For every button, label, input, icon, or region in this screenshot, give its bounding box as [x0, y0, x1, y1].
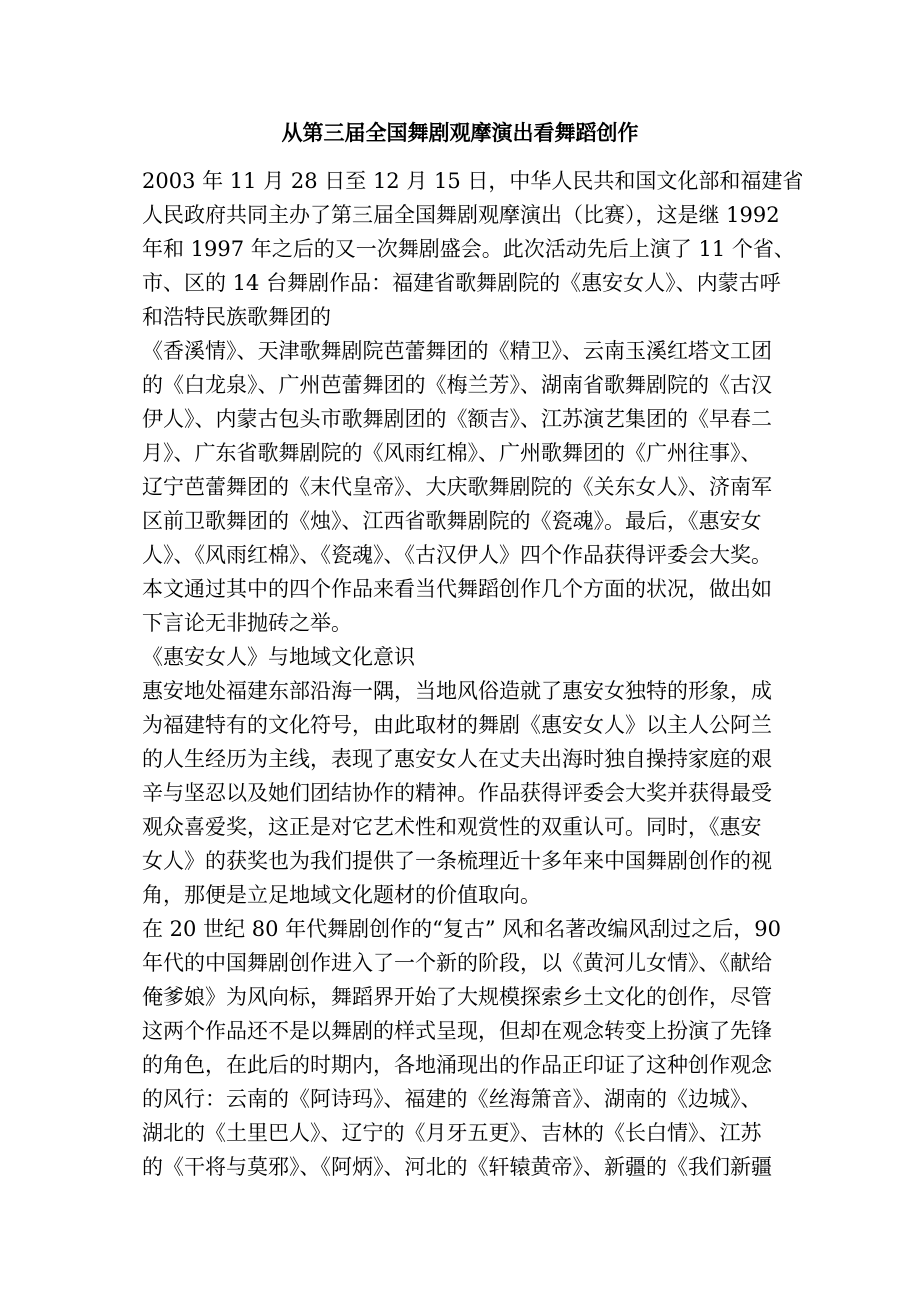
paragraph-line: 人民政府共同主办了第三届全国舞剧观摩演出（比赛），这是继 1992: [142, 203, 780, 227]
paragraph-line: 年和 1997 年之后的又一次舞剧盛会。此次活动先后上演了 11 个省、: [142, 237, 795, 261]
paragraph-line: 观众喜爱奖，这正是对它艺术性和观赏性的双重认可。同时，《惠安: [142, 815, 762, 839]
document-title: 从第三届全国舞剧观摩演出看舞蹈创作: [281, 120, 639, 145]
paragraph-line: 俺爹娘》为风向标，舞蹈界开始了大规模探索乡土文化的创作，尽管: [142, 985, 772, 1009]
paragraph-line: 区前卫歌舞团的《烛》、江西省歌舞剧院的《瓷魂》。最后，《惠安女: [142, 509, 762, 533]
paragraph-line: 和浩特民族歌舞团的: [142, 305, 331, 329]
paragraph-line: 惠安地处福建东部沿海一隅，当地风俗造就了惠安女独特的形象，成: [142, 679, 772, 703]
paragraph-line: 角，那便是立足地域文化题材的价值取向。: [142, 883, 541, 907]
paragraph-line: 人》、《风雨红棉》、《瓷魂》、《古汉伊人》四个作品获得评委会大奖。: [142, 543, 772, 567]
paragraph-line: 2003 年 11 月 28 日至 12 月 15 日，中华人民共和国文化部和福建省: [142, 169, 804, 193]
paragraph-line: 本文通过其中的四个作品来看当代舞蹈创作几个方面的状况，做出如: [142, 577, 772, 601]
paragraph-line: 女人》的获奖也为我们提供了一条梳理近十多年来中国舞剧创作的视: [142, 849, 772, 873]
paragraph-line: 这两个作品还不是以舞剧的样式呈现，但却在观念转变上扮演了先锋: [142, 1019, 772, 1043]
section-heading: 《惠安女人》与地域文化意识: [142, 645, 415, 669]
paragraph-line: 市、区的 14 台舞剧作品：福建省歌舞剧院的《惠安女人》、内蒙古呼: [142, 271, 781, 295]
paragraph-line: 辛与坚忍以及她们团结协作的精神。作品获得评委会大奖并获得最受: [142, 781, 772, 805]
paragraph-line: 在 20 世纪 80 年代舞剧创作的“复古” 风和名著改编风刮过之后，90: [142, 917, 782, 941]
paragraph-line: 为福建特有的文化符号，由此取材的舞剧《惠安女人》以主人公阿兰: [142, 713, 772, 737]
paragraph-line: 辽宁芭蕾舞团的《末代皇帝》、大庆歌舞剧院的《关东女人》、济南军: [142, 475, 772, 499]
paragraph-line: 伊人》、内蒙古包头市歌舞剧团的《额吉》、江苏演艺集团的《早春二: [142, 407, 772, 431]
paragraph-line: 的人生经历为主线，表现了惠安女人在丈夫出海时独自操持家庭的艰: [142, 747, 772, 771]
paragraph-line: 《香溪情》、天津歌舞剧院芭蕾舞团的《精卫》、云南玉溪红塔文工团: [142, 339, 772, 363]
paragraph-line: 的《干将与莫邪》、《阿炳》、河北的《轩辕黄帝》、新疆的《我们新疆: [142, 1155, 772, 1179]
paragraph-line: 年代的中国舞剧创作进入了一个新的阶段，以《黄河儿女情》、《献给: [142, 951, 772, 975]
paragraph-line: 的《白龙泉》、广州芭蕾舞团的《梅兰芳》、湖南省歌舞剧院的《古汉: [142, 373, 772, 397]
paragraph-line: 下言论无非抛砖之举。: [142, 611, 352, 635]
paragraph-line: 月》、广东省歌舞剧院的《风雨红棉》、广州歌舞团的《广州往事》、: [142, 441, 762, 465]
paragraph-line: 湖北的《土里巴人》、辽宁的《月牙五更》、吉林的《长白情》、江苏: [142, 1121, 762, 1145]
paragraph-line: 的风行：云南的《阿诗玛》、福建的《丝海箫音》、湖南的《边城》、: [142, 1087, 762, 1111]
paragraph-line: 的角色，在此后的时期内，各地涌现出的作品正印证了这种创作观念: [142, 1053, 772, 1077]
